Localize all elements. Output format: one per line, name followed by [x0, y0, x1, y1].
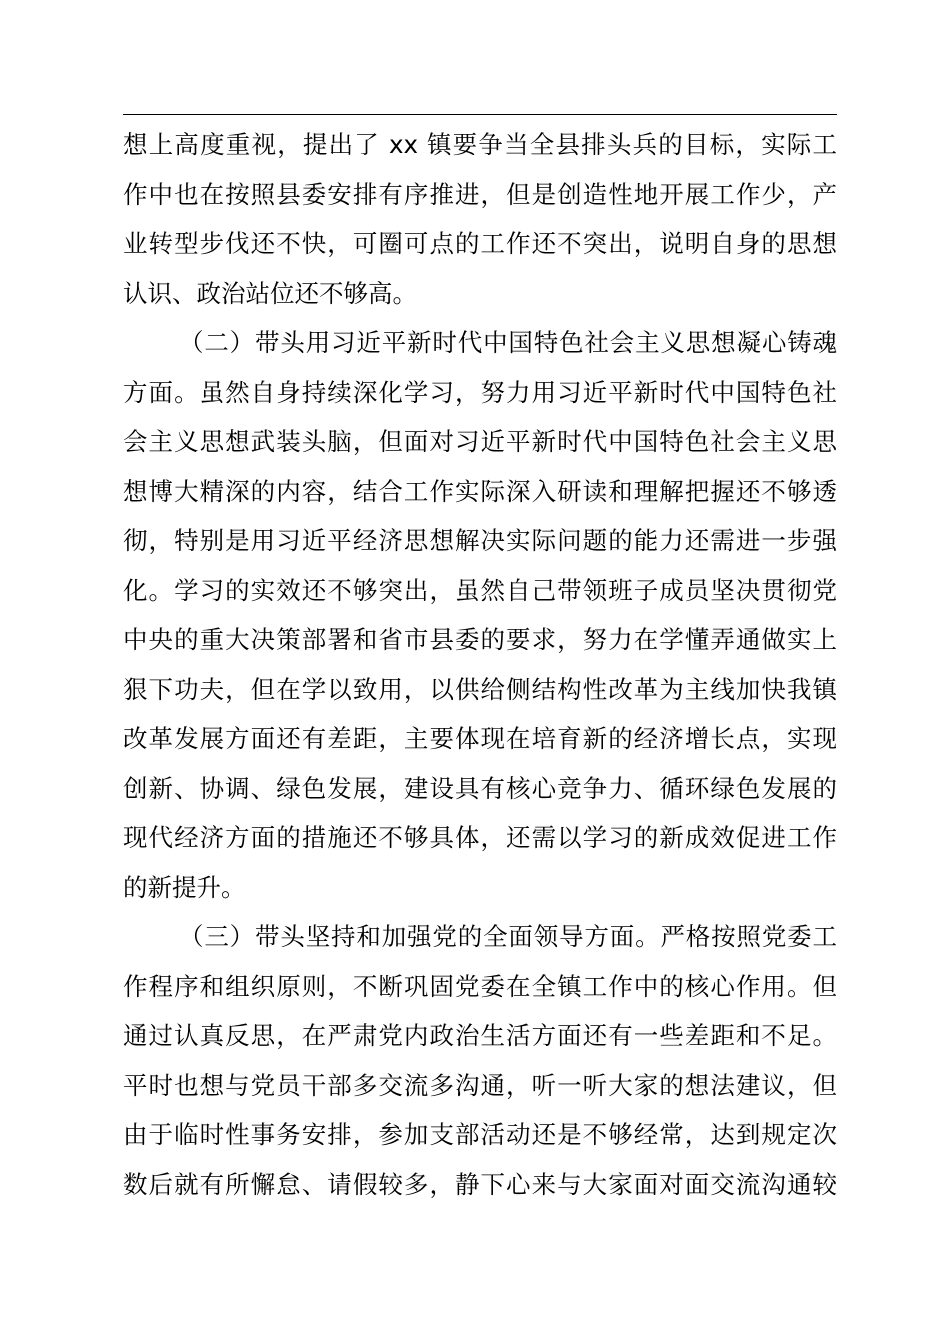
text-line: 由于临时性事务安排，参加支部活动还是不够经常，达到规定次	[123, 1120, 837, 1149]
text-line: 作中也在按照县委安排有序推进，但是创造性地开展工作少，产	[123, 179, 837, 209]
section-heading-line: （二）带头用习近平新时代中国特色社会主义思想凝心铸魂	[179, 328, 837, 357]
text-line: 狠下功夫，但在学以致用，以供给侧结构性改革为主线加快我镇	[123, 674, 837, 704]
text-line: 平时也想与党员干部多交流多沟通，听一听大家的想法建议，但	[123, 1070, 837, 1100]
body-text	[123, 120, 837, 1209]
text-line: 会主义思想武装头脑，但面对习近平新时代中国特色社会主义思	[123, 427, 837, 456]
text-line: 业转型步伐还不快，可圈可点的工作还不突出，说明自身的思想	[123, 229, 837, 258]
text-line: 方面。虽然自身持续深化学习，努力用习近平新时代中国特色社	[123, 377, 837, 407]
text-line: 想上高度重视，提出了 xx 镇要争当全县排头兵的目标，实际工	[123, 130, 837, 159]
text-line: 作程序和组织原则，不断巩固党委在全镇工作中的核心作用。但	[123, 971, 837, 1001]
text-line: 改革发展方面还有差距，主要体现在培育新的经济增长点，实现	[123, 724, 837, 753]
text-line: 的新提升。	[123, 872, 246, 902]
section-heading-line: （三）带头坚持和加强党的全面领导方面。严格按照党委工	[179, 922, 837, 951]
text-line: 通过认真反思，在严肃党内政治生活方面还有一些差距和不足。	[123, 1021, 837, 1050]
text-line: 现代经济方面的措施还不够具体，还需以学习的新成效促进工作	[123, 823, 837, 852]
text-line: 创新、协调、绿色发展，建设具有核心竞争力、循环绿色发展的	[123, 773, 837, 803]
header-divider	[123, 114, 837, 115]
text-line: 认识、政治站位还不够高。	[123, 278, 417, 308]
text-line: 中央的重大决策部署和省市县委的要求，努力在学懂弄通做实上	[123, 625, 837, 654]
text-line: 化。学习的实效还不够突出，虽然自己带领班子成员坚决贯彻党	[123, 575, 837, 605]
text-line: 数后就有所懈怠、请假较多，静下心来与大家面对面交流沟通较	[123, 1169, 837, 1199]
text-line: 想博大精深的内容，结合工作实际深入研读和理解把握还不够透	[123, 476, 837, 506]
text-line: 彻，特别是用习近平经济思想解决实际问题的能力还需进一步强	[123, 526, 837, 555]
